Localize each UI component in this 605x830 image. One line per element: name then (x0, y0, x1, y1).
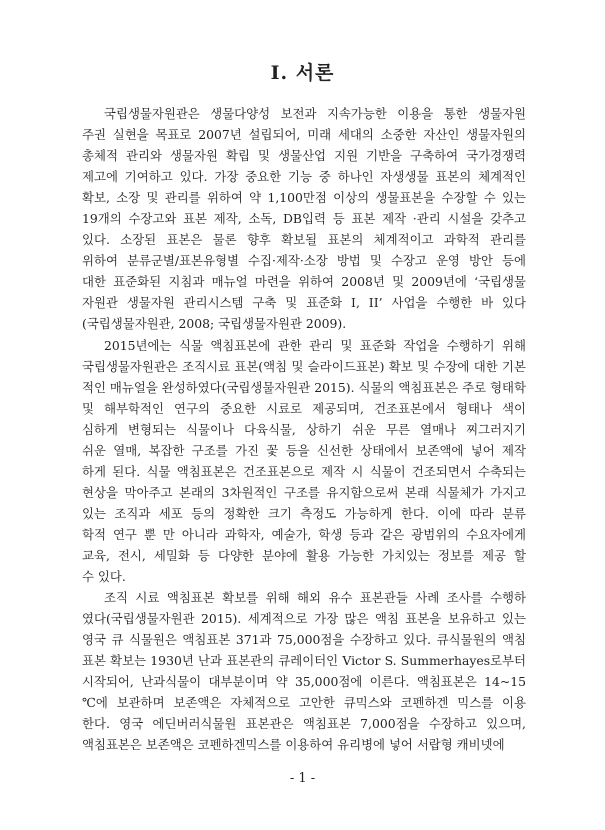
paragraph-line: 학적 연구 뿐 만 아니라 과학자, 예술가, 학생 등과 같은 광범위의 수요자에게 (82, 526, 526, 542)
paragraph-line: 액침표본은 보존액은 코펜하겐믹스를 이용하여 유리병에 넣어 서랍형 캐비넷에 (82, 737, 505, 753)
paragraph-line: 있는 조직과 세포 등의 정확한 크기 측정도 가능하게 한다. 이에 따라 분류 (82, 505, 526, 521)
paragraph-line: 쉬운 열매, 복잡한 구조를 가진 꽃 등을 신선한 상태에서 보존액에 넣어 제작 (82, 442, 526, 458)
paragraph-line: 표본 확보는 1930년 난과 표본관의 큐레이터인 Victor S. Summerhayes로부터 (82, 653, 526, 669)
paragraph-line: 한다. 영국 에딘버러식물원 표본관은 액침표본 7,000점을 수장하고 있으며, (82, 716, 526, 732)
paragraph-line: ℃에 보관하며 보존액은 자체적으로 고안한 큐믹스와 코펜하겐 믹스를 이용 (82, 695, 526, 711)
paragraph-line: 교육, 전시, 세밀화 등 다양한 분야에 활용 가능한 가치있는 정보를 제공 할 (82, 547, 526, 563)
paragraph-first-line: 2015년에는 식물 액침표본에 관한 관리 및 표준화 작업을 수행하기 위해 (104, 337, 526, 353)
paragraph-line: (국립생물자원관, 2008; 국립생물자원관 2009). (82, 316, 347, 332)
paragraph-first-line: 조직 시료 액침표본 확보를 위해 해외 유수 표본관들 사례 조사를 수행하 (104, 590, 526, 606)
body-text (82, 103, 526, 755)
paragraph-line: 19개의 수장고와 표본 제작, 소독, DB입력 등 표본 제작 ·관리 시설을 갖추고 (82, 211, 526, 227)
paragraph-line: 자원관 생물자원 관리시스템 구축 및 표준화 I, II’ 사업을 수행한 바 있다 (82, 295, 526, 311)
paragraph-line: 하게 된다. 식물 액침표본은 건조표본으로 제작 시 식물이 건조되면서 수축되는 (82, 463, 526, 479)
paragraph-line: 위하여 분류군별/표본유형별 수집·제작·소장 방법 및 수장고 운영 방안 등에 (82, 253, 526, 269)
paragraph-line: 주권 실현을 목표로 2007년 설립되어, 미래 세대의 소중한 자산인 생물자원의 (82, 127, 526, 143)
paragraph-line: 총체적 관리와 생물자원 확립 및 생물산업 지원 기반을 구축하여 국가경쟁력 (82, 148, 526, 164)
paragraph-line: 적인 매뉴얼을 완성하였다(국립생물자원관 2015). 식물의 액침표본은 주로 형태학 (82, 379, 526, 395)
paragraph-line: 제고에 기여하고 있다. 가장 중요한 기능 중 하나인 자생생물 표본의 체계적인 (82, 169, 526, 185)
paragraph-line: 있다. 소장된 표본은 물론 향후 확보될 표본의 체계적이고 과학적 관리를 (82, 232, 526, 248)
paragraph-first-line: 국립생물자원관은 생물다양성 보전과 지속가능한 이용을 통한 생물자원 (104, 106, 526, 121)
paragraph-line: 수 있다. (82, 569, 126, 585)
paragraph-line: 현상을 막아주고 본래의 3차원적인 구조를 유지함으로써 본래 식물체가 가지고 (82, 484, 526, 500)
paragraph-line: 였다(국립생물자원관 2015). 세계적으로 가장 많은 액침 표본을 보유하고 있는 (82, 611, 526, 627)
paragraph-line: 및 해부학적인 연구의 중요한 시료로 제공되며, 건조표본에서 형태나 색이 (82, 400, 526, 416)
paragraph-line: 영국 큐 식물원은 액침표본 371과 75,000점을 수장하고 있다. 큐식물원의 액침 (82, 632, 526, 648)
paragraph-line: 심하게 변형되는 식물이나 다육식물, 상하기 쉬운 무른 열매나 찌그러지기 (82, 421, 526, 437)
paragraph-line: 확보, 소장 및 관리를 위하여 약 1,100만점 이상의 생물표본을 수장할 수 있는 (82, 190, 526, 206)
section-title: Ⅰ. 서론 (270, 62, 335, 84)
paragraph-line: 시작되어, 난과식물이 대부분이며 약 35,000점에 이른다. 액침표본은 14~15 (82, 674, 526, 690)
paragraph-line: 국립생물자원관은 조직시료 표본(액침 및 슬라이드표본) 확보 및 수장에 대한 기본 (82, 358, 526, 374)
paragraph-line: 대한 표준화된 지침과 매뉴얼 마련을 위하여 2008년 및 2009년에 ‘국립생물 (82, 274, 526, 290)
page-number: - 1 - (289, 771, 316, 786)
